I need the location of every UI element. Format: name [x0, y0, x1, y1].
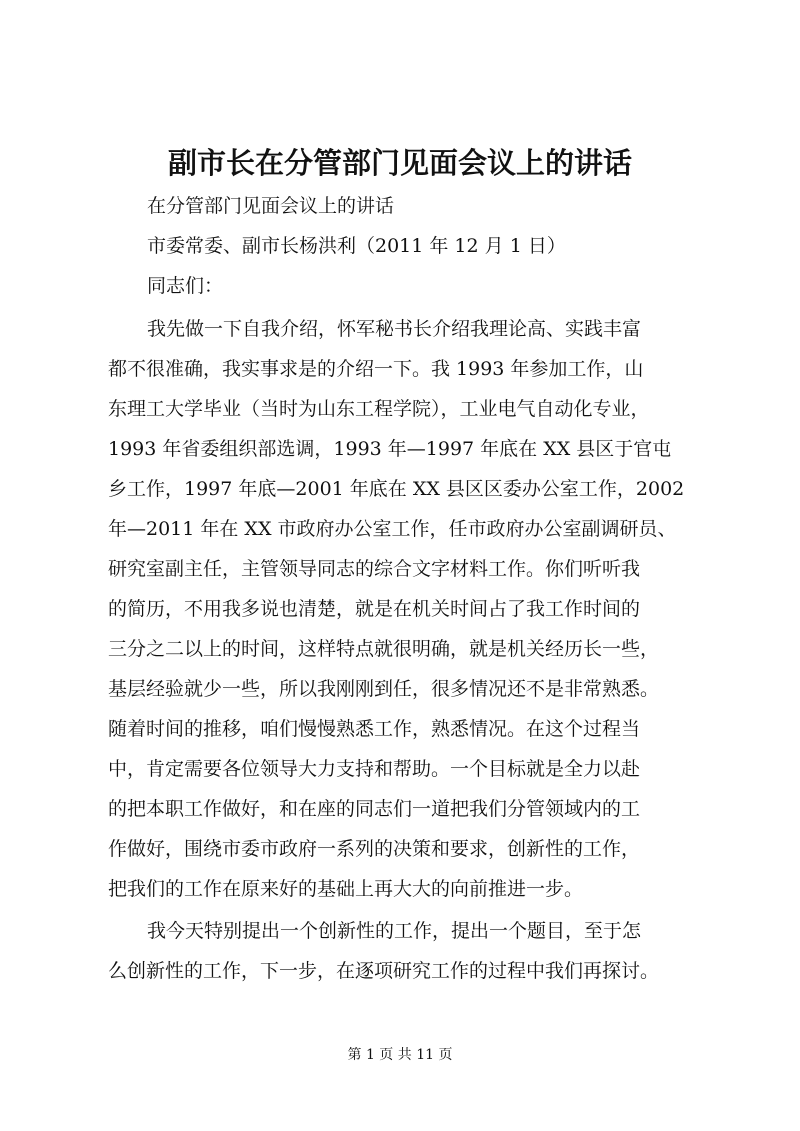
document-subtitle: 在分管部门见面会议上的讲话 [147, 195, 395, 217]
paragraph-line: 都不很准确，我实事求是的介绍一下。我 1993 年参加工作，山 [108, 358, 644, 380]
paragraph-line: 的把本职工作做好，和在座的同志们一道把我们分管领域内的工 [108, 798, 641, 820]
paragraph-line: 三分之二以上的时间，这样特点就很明确，就是机关经历长一些， [108, 638, 660, 660]
paragraph-line: 我今天特别提出一个创新性的工作，提出一个题目，至于怎 [147, 920, 642, 942]
paragraph-line: 中，肯定需要各位领导大力支持和帮助。一个目标就是全力以赴 [108, 758, 641, 780]
paragraph-line: 年—2011 年在 XX 市政府办公室工作，任市政府办公室副调研员、 [108, 518, 677, 540]
paragraph-line: 1993 年省委组织部选调，1993 年—1997 年底在 XX 县区于官屯 [108, 438, 672, 460]
speaker-line: 市委常委、副市长杨洪利（2011 年 12 月 1 日） [147, 235, 566, 257]
paragraph-line: 把我们的工作在原来好的基础上再大大的向前推进一步。 [108, 878, 584, 900]
salutation: 同志们： [147, 275, 224, 297]
paragraph-line: 东理工大学毕业（当时为山东工程学院），工业电气自动化专业， [108, 398, 650, 420]
paragraph-line: 的简历，不用我多说也清楚，就是在机关时间占了我工作时间的 [108, 598, 641, 620]
paragraph-line: 研究室副主任，主管领导同志的综合文字材料工作。你们听听我 [108, 558, 641, 580]
page-number-footer: 第 1 页 共 11 页 [347, 1047, 453, 1063]
document-title: 副市长在分管部门见面会议上的讲话 [167, 146, 632, 180]
paragraph-line: 作做好，围绕市委市政府一系列的决策和要求，创新性的工作， [108, 838, 641, 860]
paragraph-line: 么创新性的工作，下一步，在逐项研究工作的过程中我们再探讨。 [108, 960, 660, 982]
paragraph-line: 基层经验就少一些，所以我刚刚到任，很多情况还不是非常熟悉。 [108, 678, 660, 700]
paragraph-line: 随着时间的推移，咱们慢慢熟悉工作，熟悉情况。在这个过程当 [108, 718, 641, 740]
paragraph-line: 我先做一下自我介绍，怀军秘书长介绍我理论高、实践丰富 [147, 318, 642, 340]
paragraph-line: 乡工作，1997 年底—2001 年底在 XX 县区区委办公室工作，2002 [108, 478, 685, 500]
